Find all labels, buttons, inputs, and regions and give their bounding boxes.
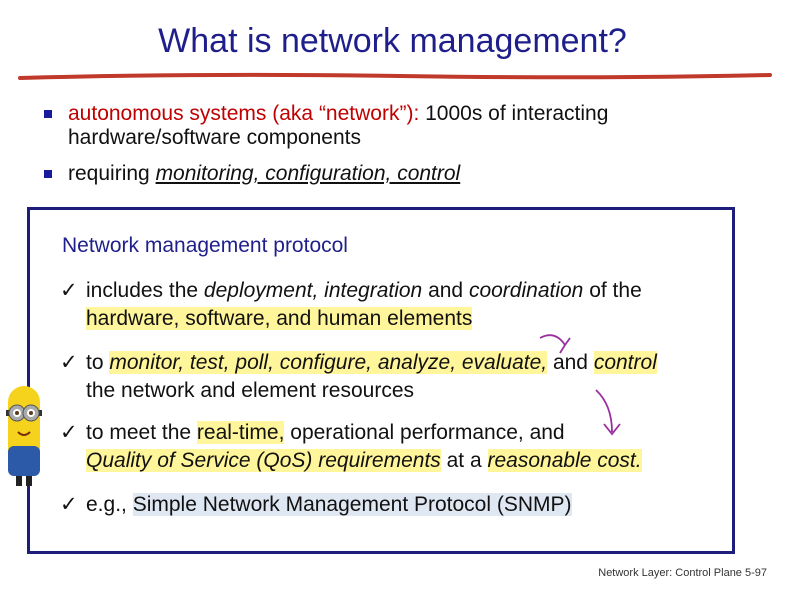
item-italic: deployment, integration bbox=[203, 279, 423, 302]
handwritten-arrow-2 bbox=[596, 390, 620, 434]
bullet-red-text: autonomous systems (aka “network”): bbox=[68, 102, 420, 125]
bullet-underlined-text: monitoring, configuration, control bbox=[155, 162, 461, 185]
bullet-text: 1000s of interacting bbox=[419, 102, 609, 125]
bullet-text: requiring bbox=[68, 162, 156, 185]
slide-footer: Network Layer: Control Plane 5-97 bbox=[598, 567, 767, 579]
checkmark-icon: ✓ bbox=[60, 493, 78, 516]
item-text: e.g., bbox=[86, 493, 133, 516]
item-highlight: hardware, software, and human elements bbox=[86, 307, 473, 330]
item-italic: coordination bbox=[468, 279, 584, 302]
item-text: operational performance, and bbox=[284, 421, 565, 444]
checkmark-icon: ✓ bbox=[60, 351, 78, 374]
item-highlight: reasonable cost. bbox=[487, 449, 642, 472]
item-text: to meet the bbox=[86, 421, 197, 444]
item-text: at a bbox=[440, 449, 488, 472]
item-text: and bbox=[547, 351, 594, 374]
item-text: and bbox=[422, 279, 469, 302]
box-title: Network management protocol bbox=[62, 234, 348, 257]
item-text: includes the bbox=[86, 279, 204, 302]
checkmark-icon: ✓ bbox=[60, 421, 78, 444]
item-text: to bbox=[86, 351, 110, 374]
slide-title: What is network management? bbox=[158, 22, 627, 60]
item-highlight: control bbox=[593, 351, 657, 374]
minion-icon bbox=[2, 380, 46, 490]
item-text-line2: the network and element resources bbox=[86, 379, 415, 402]
checkmark-icon: ✓ bbox=[60, 279, 78, 302]
item-highlight: Quality of Service (QoS) requirements bbox=[86, 449, 441, 472]
item-highlight: monitor, test, poll, configure, analyze, evaluate, bbox=[109, 351, 548, 374]
item-highlight-blue: Simple Network Management Protocol (SNMP) bbox=[132, 493, 572, 516]
bullet-text-line2: hardware/software components bbox=[68, 126, 361, 149]
handwritten-arrow-1 bbox=[540, 335, 570, 353]
item-text: of the bbox=[583, 279, 642, 302]
item-highlight: real-time, bbox=[196, 421, 285, 444]
